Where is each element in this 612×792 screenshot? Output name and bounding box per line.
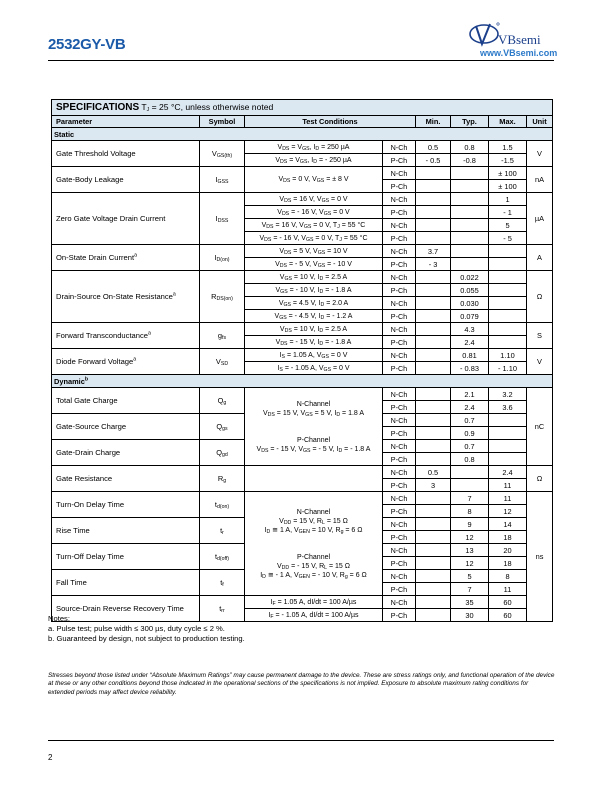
table-row: $V_{DS}$ = - 16 V, $V_{GS} = 0$ V, $T_J = 55$ °C P-Ch - 5 xyxy=(52,232,553,245)
switching-conditions: N-Channel $V_{DD} = 15$ V, $R_L = 15$ Ω $I_D$ ≅ 1 A, $V_{GEN} = 10$ V, $R_g = 6$ Ω P-Channel $V_{DD}$ = - 15 V, $R_L = 15$ Ω $I_D$ ≅ - 1 A, $V_{GEN}$ = - 10 V, $R_g = 6$ Ω xyxy=(245,492,383,596)
part-number: 2532GY-VB xyxy=(48,36,126,53)
table-row: P-Ch 3 11 xyxy=(52,479,553,492)
table-row: P-Ch 2.4 3.6 xyxy=(52,401,553,414)
symbol-vgsth: $V_{GS(th)}$ xyxy=(200,141,245,167)
table-row: Gate Threshold Voltage $V_{GS(th)}$ $V_{DS} = V_{GS}$, $I_D = 250$ µA N-Ch 0.5 0.8 1.5 V xyxy=(52,141,553,154)
table-row: $V_{DS}$ = - 16 V, $V_{GS} = 0$ V P-Ch - 1 xyxy=(52,206,553,219)
table-row: $I_F$ = - 1.05 A, dI/dt = 100 A/µs P-Ch 30 60 xyxy=(52,609,553,622)
charge-conditions: N-Channel $V_{DS} = 15$ V, $V_{GS} = 5$ V, $I_D = 1.8$ A P-Channel $V_{DS}$ = - 15 V, $V_{GS}$ = - 5 V, $I_D$ = - 1.8 A xyxy=(245,388,383,466)
table-row: Source-Drain Reverse Recovery Time $t_{rr}$ $I_F = 1.05$ A, dI/dt = 100 A/µs N-Ch 35 60 xyxy=(52,596,553,609)
logo-url: www.VBsemi.com xyxy=(480,48,558,58)
notes-heading: Notes: xyxy=(48,614,70,623)
section-static: Static xyxy=(52,128,553,141)
table-row: $V_{DS} = 16$ V, $V_{GS} = 0$ V, $T_J = 55$ °C N-Ch 5 xyxy=(52,219,553,232)
table-row: Forward Transconductance$^a$ $g_{fs}$ $V_{DS} = 10$ V, $I_D = 2.5$ A N-Ch 4.3 S xyxy=(52,323,553,336)
table-header-row xyxy=(52,116,553,128)
col-parameter: Parameter xyxy=(52,116,200,128)
table-row: P-Ch 0.8 xyxy=(52,453,553,466)
table-row: $V_{GS}$ = - 10 V, $I_D$ = - 1.8 A P-Ch 0.055 xyxy=(52,284,553,297)
table-row: $V_{DS}$ = - 5 V, $V_{GS}$ = - 10 V P-Ch - 3 xyxy=(52,258,553,271)
note-b: b. Guaranteed by design, not subject to production testing. xyxy=(48,634,245,643)
vbsemi-logo xyxy=(468,22,560,62)
table-row: Fall Time $t_f$ N-Ch 5 8 xyxy=(52,570,553,583)
table-row: P-Ch 12 18 xyxy=(52,531,553,544)
table-title: SPECIFICATIONS $T_J = 25$ °C, unless otherwise noted xyxy=(52,100,553,116)
table-row: Rise Time $t_r$ N-Ch 9 14 xyxy=(52,518,553,531)
table-title-row xyxy=(52,100,553,116)
table-row: $V_{DS} = V_{GS}$, $I_D$ = - 250 µA P-Ch - 0.5 -0.8 -1.5 xyxy=(52,154,553,167)
table-row: Gate-Source Charge $Q_{gs}$ N-Ch 0.7 xyxy=(52,414,553,427)
logo-brand: VBsemi xyxy=(498,32,541,47)
table-row: $V_{GS} = 4.5$ V, $I_D = 2.0$ A N-Ch 0.030 xyxy=(52,297,553,310)
table-row: Gate-Drain Charge $Q_{gd}$ N-Ch 0.7 xyxy=(52,440,553,453)
section-dynamic: Dynamic$^b$ xyxy=(52,375,553,388)
table-row: Total Gate Charge $Q_g$ N-Channel $V_{DS} = 15$ V, $V_{GS} = 5$ V, $I_D = 1.8$ A P-Channel $V_{DS}$ = - 15 V, $V_{GS}$ = - 5 V, $I_D$ = - 1.8 A N-Ch 2.1 3.2 nC xyxy=(52,388,553,401)
col-test-conditions: Test Conditions xyxy=(245,116,416,128)
header-rule xyxy=(48,60,554,61)
table-row: Gate-Body Leakage $I_{GSS}$ $V_{DS} = 0$ V, $V_{GS}$ = ± 8 V N-Ch ± 100 nA xyxy=(52,167,553,180)
table-row: $V_{GS}$ = - 4.5 V, $I_D$ = - 1.2 A P-Ch 0.079 xyxy=(52,310,553,323)
logo-mark-icon xyxy=(468,22,502,48)
note-a: a. Pulse test; pulse width ≤ 300 µs, duty cycle ≤ 2 %. xyxy=(48,624,225,633)
table-row: Turn-Off Delay Time $t_{d(off)}$ N-Ch 13 20 xyxy=(52,544,553,557)
col-unit: Unit xyxy=(527,116,553,128)
notes xyxy=(48,614,245,644)
table-row: Drain-Source On-State Resistance$^a$ $R_{DS(on)}$ $V_{GS} = 10$ V, $I_D = 2.5$ A N-Ch 0.022 Ω xyxy=(52,271,553,284)
table-row: Turn-On Delay Time $t_{d(on)}$ N-Channel $V_{DD} = 15$ V, $R_L = 15$ Ω $I_D$ ≅ 1 A, $V_{GEN} = 10$ V, $R_g = 6$ Ω P-Channel $V_{DD}$ = - 15 V, $R_L = 15$ Ω $I_D$ ≅ - 1 A, $V_{GEN}$ = - 10 V, $R_g = 6$ Ω N-Ch 7 11 ns xyxy=(52,492,553,505)
footer-rule xyxy=(48,740,554,741)
table-row: Gate Resistance $R_g$ N-Ch 0.5 2.4 Ω xyxy=(52,466,553,479)
stress-disclaimer: Stresses beyond those listed under “Absolute Maximum Ratings” may cause permanent damage to the device. These are stress ratings only, and functional operation of the device at these or any other conditions beyond those indicated in the operational sections of the specifications is not implied. Exposure to absolute maximum rating conditions for extended periods may affect device reliability. xyxy=(48,672,555,696)
table-row: P-Ch 12 18 xyxy=(52,557,553,570)
table-row: P-Ch 0.9 xyxy=(52,427,553,440)
table-row: On-State Drain Current$^a$ $I_{D(on)}$ $V_{DS} = 5$ V, $V_{GS} = 10$ V N-Ch 3.7 A xyxy=(52,245,553,258)
table-row: P-Ch ± 100 xyxy=(52,180,553,193)
table-row: Zero Gate Voltage Drain Current $I_{DSS}$ $V_{DS} = 16$ V, $V_{GS} = 0$ V N-Ch 1 µA xyxy=(52,193,553,206)
col-max: Max. xyxy=(489,116,527,128)
col-symbol: Symbol xyxy=(200,116,245,128)
page-number: 2 xyxy=(48,753,53,762)
col-typ: Typ. xyxy=(451,116,489,128)
table-row: $V_{DS}$ = - 15 V, $I_D$ = - 1.8 A P-Ch 2.4 xyxy=(52,336,553,349)
table-row: P-Ch 8 12 xyxy=(52,505,553,518)
table-row: P-Ch 7 11 xyxy=(52,583,553,596)
col-min: Min. xyxy=(416,116,451,128)
table-row: $I_S$ = - 1.05 A, $V_{GS} = 0$ V P-Ch - 0.83 - 1.10 xyxy=(52,362,553,375)
table-row: Diode Forward Voltage$^a$ $V_{SD}$ $I_S = 1.05$ A, $V_{GS} = 0$ V N-Ch 0.81 1.10 V xyxy=(52,349,553,362)
specifications-table xyxy=(51,99,553,622)
